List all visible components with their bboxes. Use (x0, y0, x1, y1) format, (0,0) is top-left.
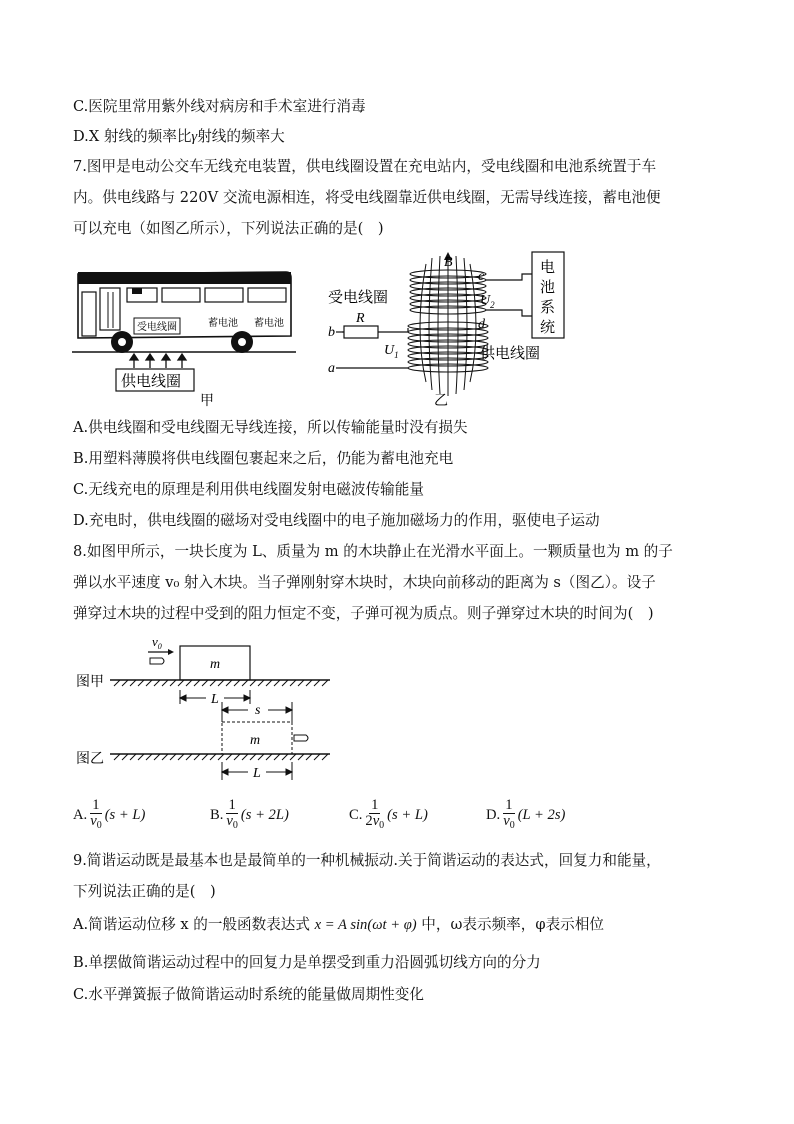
q7-option-c: C.无线充电的原理是利用供电线圈发射电磁波传输能量 (73, 481, 424, 498)
u1-label: $U_1$ (384, 343, 399, 360)
terminal-a-label: a (328, 361, 335, 376)
figure-jia-label: 图甲 (76, 675, 104, 690)
u2-label: $U_2$ (480, 293, 495, 310)
figure-yi-label: 图乙 (76, 752, 104, 767)
q8-answer-b (210, 798, 289, 833)
v0-label: $v_0$ (152, 634, 162, 651)
battery-system-char-2: 池 (540, 280, 556, 296)
battery-system-char-4: 统 (540, 320, 556, 336)
q7-option-a: A.供电线圈和受电线圈无导线连接，所以传输能量时没有损失 (73, 419, 468, 436)
supply-coil-label: 供电线圈 (121, 374, 182, 390)
answer-fraction: $\frac{1}{v_0}$ (503, 797, 515, 831)
receive-coil-label-yi: 受电线圈 (328, 290, 389, 306)
q9-option-a (73, 915, 604, 935)
bullet-top (150, 658, 164, 664)
q8-answer-c (349, 798, 428, 833)
answer-tail: (L + 2s) (517, 807, 566, 823)
s-label: s (255, 703, 261, 718)
field-b-label: B (444, 255, 453, 270)
q9-option-a-pre: A.简谐运动位移 x 的一般函数表达式 (73, 916, 311, 933)
bus-figure (72, 262, 304, 410)
answer-letter: D. (486, 807, 501, 823)
q7-stem-line-1: 7.图甲是电动公交车无线充电装置，供电线圈设置在充电站内，受电线圈和电池系统置于车 (73, 158, 657, 175)
block-bottom-mass: m (250, 733, 261, 748)
answer-letter: B. (210, 807, 224, 823)
battery-label-2: 蓄电池 (254, 318, 284, 329)
bullet-bottom (294, 735, 308, 741)
q7-stem-line-2: 内。供电线路与 220V 交流电源相连，将受电线圈靠近供电线圈，无需导线连接，蓄电池便 (73, 189, 661, 206)
q6-option-d-prefix: D.X 射线的频率比 (73, 128, 192, 145)
q6-option-d (73, 127, 285, 147)
q7-option-d: D.充电时，供电线圈的磁场对受电线圈中的电子施加磁场力的作用，驱使电子运动 (73, 512, 600, 529)
answer-fraction: $\frac{1}{v_0}$ (90, 797, 102, 831)
q8-stem-line-3: 弹穿过木块的过程中受到的阻力恒定不变，子弹可视为质点。则子弹穿过木块的时间为( ) (73, 605, 654, 622)
answer-tail: (s + 2L) (240, 807, 289, 823)
ground-bottom (110, 754, 330, 760)
L-bottom-label: L (253, 766, 261, 781)
q9-stem-line-2: 下列说法正确的是( ) (73, 883, 216, 900)
terminal-c-label: c (478, 269, 485, 284)
answer-letter: A. (73, 807, 88, 823)
shm-formula: x = A sin(ωt + φ) (314, 917, 417, 933)
coil-figure (322, 250, 582, 410)
resistor-label: R (356, 311, 365, 326)
figure-yi-caption: 乙 (434, 394, 448, 409)
resistor (344, 326, 378, 338)
L-top-label: L (211, 692, 219, 707)
q8-answer-a (73, 798, 145, 833)
battery-label-1: 蓄电池 (208, 318, 238, 329)
terminal-b-label: b (328, 325, 335, 340)
answer-tail: (s + L) (104, 807, 146, 823)
figure-jia-caption: 甲 (200, 394, 214, 409)
answer-letter: C. (349, 807, 363, 823)
block-top-mass: m (210, 657, 221, 672)
battery-system-char-3: 系 (540, 300, 556, 316)
supply-coil-label-yi: 供电线圈 (480, 346, 541, 362)
field-arrows (130, 354, 186, 368)
answer-tail: (s + L) (387, 807, 428, 823)
q7-option-b: B.用塑料薄膜将供电线圈包裹起来之后，仍能为蓄电池充电 (73, 450, 454, 467)
q9-stem-line-1: 9.简谐运动既是最基本也是最简单的一种机械振动.关于简谐运动的表达式，回复力和能量， (73, 852, 661, 869)
bus-roof-band (78, 272, 291, 284)
q9-option-a-post: 中，ω表示频率，φ表示相位 (421, 916, 604, 933)
q6-option-d-suffix: 射线的频率大 (197, 128, 285, 145)
bus-window-accent (132, 288, 142, 294)
gamma-symbol: γ (191, 129, 198, 145)
terminal-d-label: d (478, 317, 485, 332)
q9-option-b: B.单摆做简谐运动过程中的回复力是单摆受到重力沿圆弧切线方向的分力 (73, 954, 541, 971)
battery-system-char-1: 电 (540, 260, 556, 276)
bullet-block-figure (72, 632, 342, 784)
q9-option-c: C.水平弹簧振子做简谐运动时系统的能量做周期性变化 (73, 986, 424, 1003)
q6-option-c: C.医院里常用紫外线对病房和手术室进行消毒 (73, 98, 366, 115)
q8-answer-d (486, 798, 565, 833)
answer-fraction: $\frac{1}{2v_0}$ (365, 797, 385, 831)
q8-stem-line-1: 8.如图甲所示，一块长度为 L、质量为 m 的木块静止在光滑水平面上。一颗质量也为 m 的子 (73, 543, 673, 560)
ground-top (110, 680, 330, 686)
bus-door (82, 292, 96, 336)
answer-fraction: $\frac{1}{v_0}$ (226, 797, 238, 831)
q8-stem-line-2: 弹以水平速度 v₀ 射入木块。当子弹刚射穿木块时，木块向前移动的距离为 s（图乙）。设子 (73, 574, 656, 591)
receive-coil-label: 受电线圈 (137, 322, 177, 333)
q7-stem-line-3: 可以充电（如图乙所示），下列说法正确的是( ) (73, 220, 384, 237)
